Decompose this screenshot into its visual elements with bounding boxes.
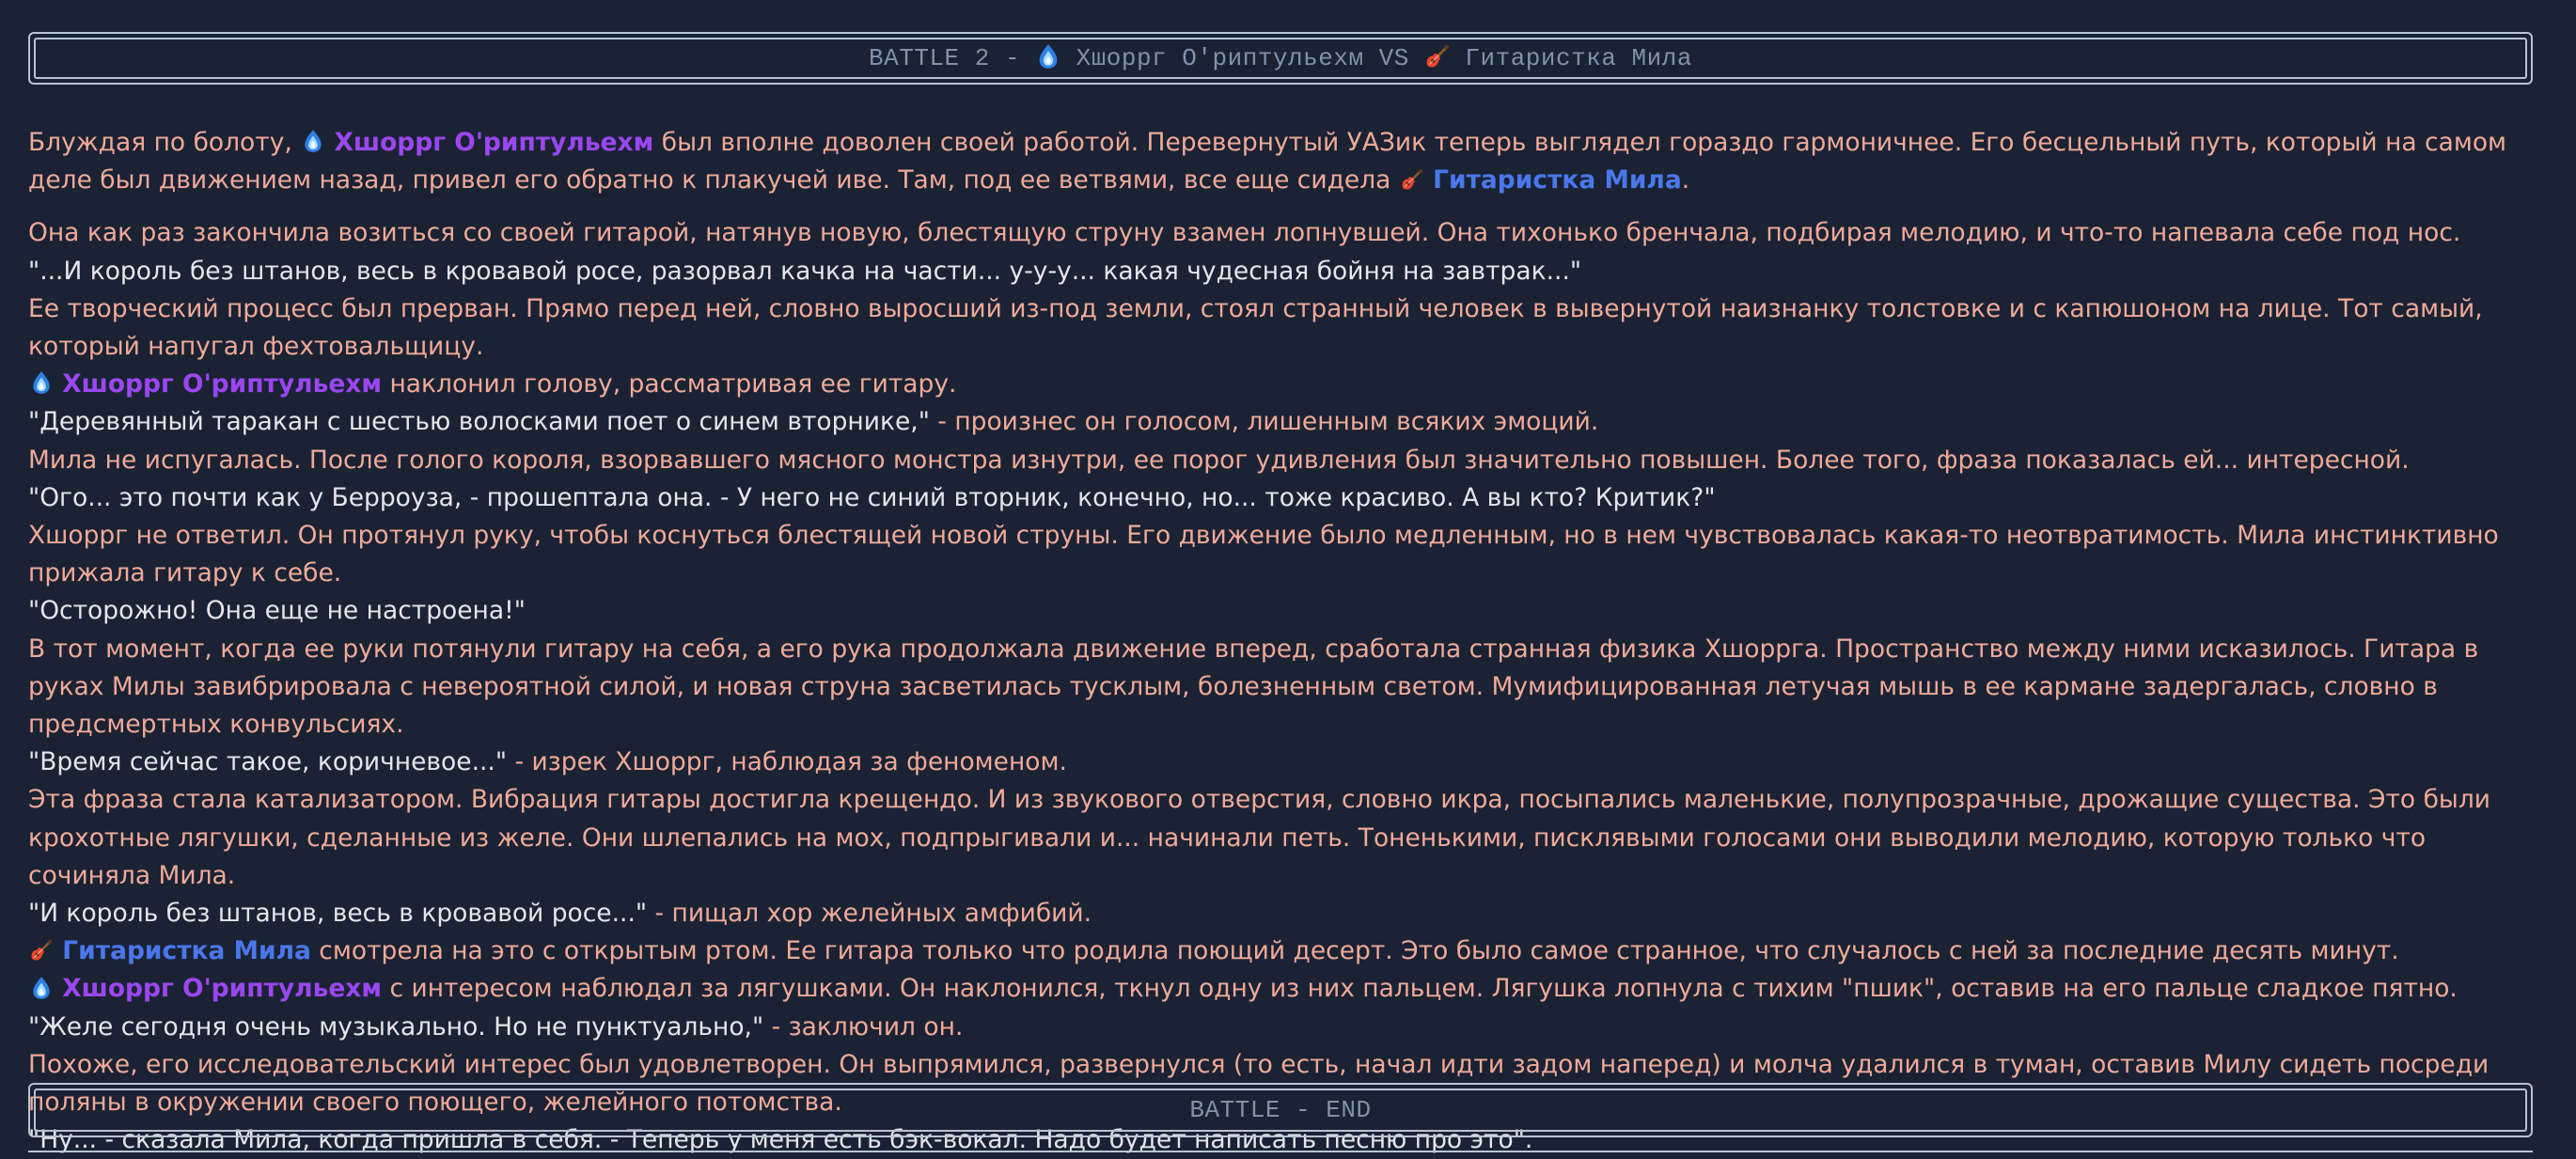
story-line <box>28 1009 2548 1046</box>
battle-header-frame <box>28 32 2533 85</box>
story-line <box>28 744 2548 781</box>
story-line <box>28 366 2548 403</box>
character-name-hxorrg: Хшоррг О'риптульехм <box>62 369 383 399</box>
story-line <box>28 932 2548 970</box>
blue-flame-icon <box>1035 43 1060 74</box>
battle-story <box>28 124 2548 1159</box>
story-quote: "Ну... - сказала Мила, когда пришла в себя. - Теперь у меня есть бэк-вокал. Надо будет написать песню про это". <box>28 1125 1533 1155</box>
character-name-mila: Гитаристка Мила <box>62 936 311 966</box>
story-line: Похоже, его исследовательский интерес был удовлетворен. Он выпрямился, развернулся (то есть, начал идти задом наперед) и молча удалился в туман, оставив Милу сидеть посреди поляны в окружении своего поющего, желейного потомства. <box>28 1049 2490 1118</box>
character-name-hxorrg: Хшоррг О'риптульехм <box>334 128 654 157</box>
story-text: наклонил голову, рассматривая ее гитару. <box>382 369 957 399</box>
story-text: - произнес он голосом, лишенным всяких эмоций. <box>929 407 1599 437</box>
electric-guitar-icon <box>1424 44 1450 73</box>
story-quote: "Деревянный таракан с шестью волосками поет о синем вторнике," <box>28 407 930 437</box>
story-line: Эта фраза стала катализатором. Вибрация гитары достигла крещендо. И из звукового отверстия, словно икра, посыпались маленькие, полупрозрачные, дрожащие существа. Это были крохотные лягушки, сделанные из желе. Они шлепались на мох, подпрыгивали и... начинали петь. Тоненькими, писклявыми голосами они выводили мелодию, которую только что сочиняла Мила. <box>28 785 2490 890</box>
character-name-hxorrg: Хшоррг О'риптульехм <box>62 974 383 1004</box>
blue-flame-icon <box>28 970 55 1008</box>
story-text: - заключил он. <box>763 1011 964 1042</box>
battle-footer: BATTLE - END <box>34 1089 2527 1132</box>
battle-header-prefix: BATTLE 2 - <box>869 44 1021 72</box>
story-quote: "И король без штанов, весь в кровавой росе..." <box>28 899 648 929</box>
story-quote: "Осторожно! Она еще не настроена!" <box>28 596 526 626</box>
story-line: Хшоррг не ответил. Он протянул руку, чтобы коснуться блестящей новой струны. Его движение было медленным, но в нем чувствовалась какая-то неотвратимость. Мила инстинктивно прижала гитару к себе. <box>28 521 2499 588</box>
story-line <box>28 895 2548 932</box>
story-quote: "Ого... это почти как у Берроуза, - прошептала она. - У него не синий вторник, конечно, но... тоже красиво. А вы кто? Критик?" <box>28 482 1716 512</box>
story-line: Мила не испугалась. После голого короля, взорвавшего мясного монстра изнутри, ее порог удивления был значительно повышен. Более того, фраза показалась ей... интересной. <box>28 445 2410 475</box>
blue-flame-icon <box>28 366 55 403</box>
electric-guitar-icon <box>1399 162 1425 199</box>
story-text: - изрек Хшоррг, наблюдая за феноменом. <box>507 747 1067 777</box>
story-line <box>28 403 2548 441</box>
story-quote: "...И король без штанов, весь в кровавой росе, разорвал качка на части... у-у-у... какая чудесная бойня на завтрак..." <box>28 256 1582 286</box>
story-text: . <box>1681 165 1690 196</box>
bottom-divider <box>28 1151 2533 1157</box>
story-quote: "Желе сегодня очень музыкально. Но не пунктуально," <box>28 1011 764 1042</box>
story-text: был вполне доволен своей работой. Перевернутый УАЗик теперь выглядел гораздо гармоничнее. Его бесцельный путь, который на самом деле был движением назад, привел его обратно к плакучей иве. Там, под ее ветвями, все еще сидела <box>28 128 2507 196</box>
story-quote: "Время сейчас такое, коричневое..." <box>28 747 508 777</box>
character-name-mila: Гитаристка Мила <box>1433 165 1682 196</box>
story-text: с интересом наблюдал за лягушками. Он наклонился, ткнул одну из них пальцем. Лягушка лопнула с тихим "пшик", оставив на его пальце сладкое пятно. <box>382 974 2458 1004</box>
story-line: Ее творческий процесс был прерван. Прямо перед ней, словно выросший из-под земли, стоял странный человек в вывернутой наизнанку толстовке и с капюшоном на лице. Тот самый, который напугал фехтовальщицу. <box>28 293 2483 362</box>
story-line <box>28 970 2548 1008</box>
story-line: Она как раз закончила возиться со своей гитарой, натянув новую, блестящую струну взамен лопнувшей. Она тихонько бренчала, подбирая мелодию, и что-то напевала себе под нос. <box>28 218 2461 248</box>
battle-header-fighter1: Хшоррг О'риптульехм <box>1076 44 1364 72</box>
story-text: смотрела на это с открытым ртом. Ее гитара только что родила поющий десерт. Это было самое странное, что случалось с ней за последние десять минут. <box>310 936 2399 966</box>
battle-footer-frame <box>28 1083 2533 1137</box>
battle-header-fighter2: Гитаристка Мила <box>1465 44 1692 72</box>
story-line: В тот момент, когда ее руки потянули гитару на себя, а его рука продолжала движение вперед, сработала странная физика Хшоррга. Пространство между ними исказилось. Гитара в руках Милы завибрировала с невероятной силой, и новая струна засветилась тусклым, болезненным светом. Мумифицированная летучая мышь в ее кармане задергалась, словно в предсмертных конвульсиях. <box>28 634 2479 740</box>
blue-flame-icon <box>300 124 326 162</box>
story-paragraph <box>28 124 2548 199</box>
battle-header-vs: VS <box>1378 44 1409 72</box>
story-text: - пищал хор желейных амфибий. <box>647 899 1092 929</box>
story-text: Блуждая по болоту, <box>28 128 301 157</box>
electric-guitar-icon <box>28 932 55 970</box>
battle-header <box>34 38 2527 79</box>
